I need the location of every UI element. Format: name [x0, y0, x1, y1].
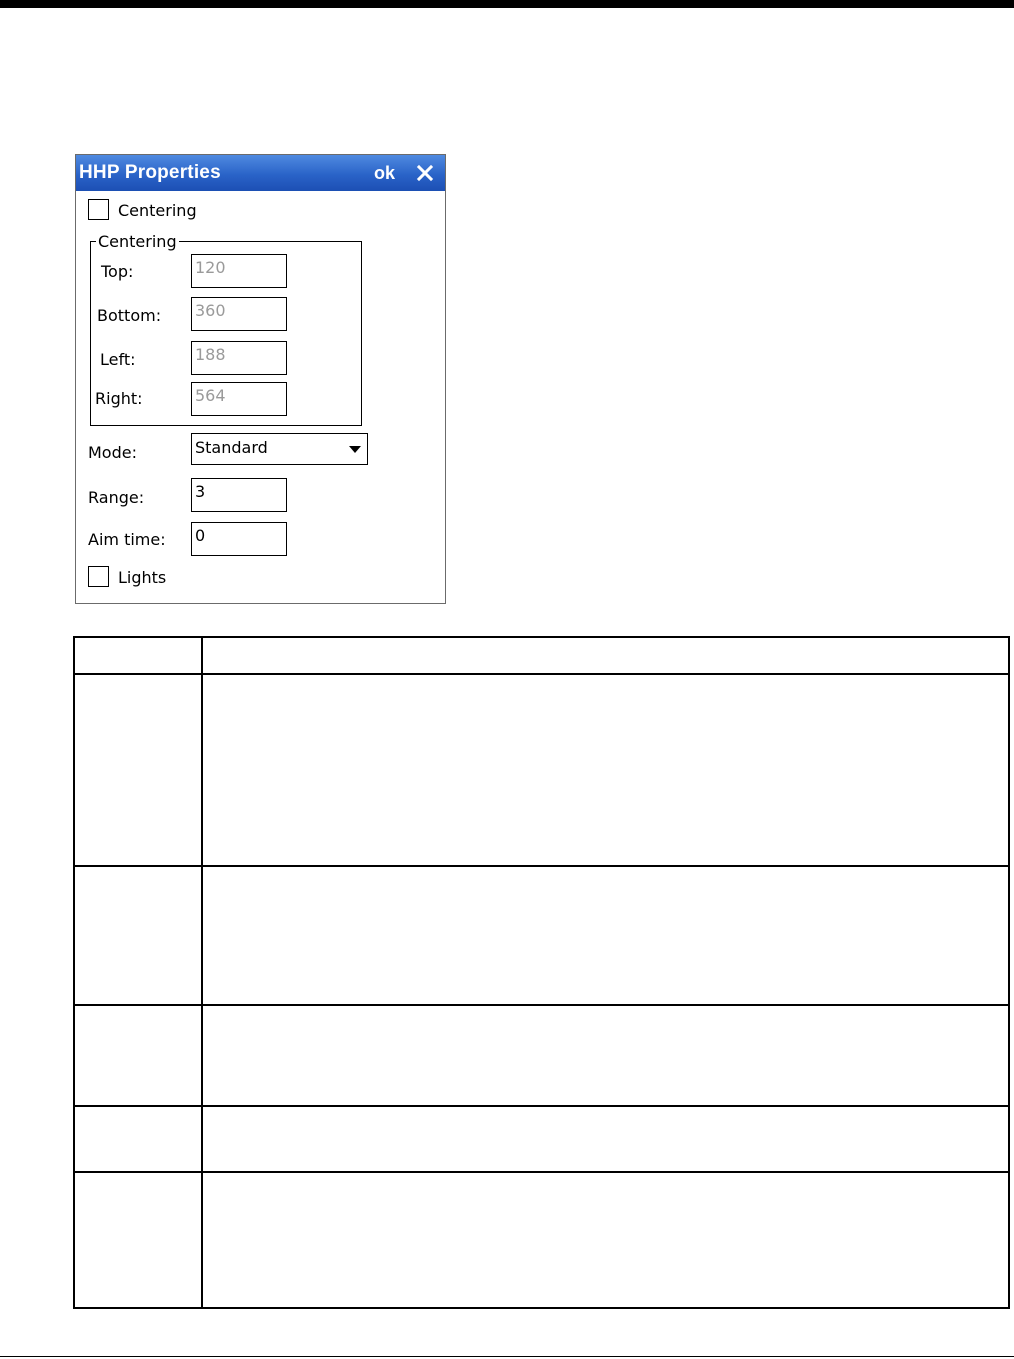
hhp-properties-dialog [75, 154, 446, 604]
range-label: Range: [88, 488, 145, 507]
dialog-titlebar [76, 155, 445, 191]
left-input[interactable]: 188 [191, 341, 287, 375]
table-column-divider [201, 638, 203, 1307]
centering-checkbox[interactable] [88, 199, 109, 220]
right-input[interactable]: 564 [191, 382, 287, 416]
lights-checkbox-label: Lights [118, 568, 167, 587]
left-label: Left: [100, 350, 136, 369]
bottom-label: Bottom: [97, 306, 162, 325]
page-top-rule [0, 0, 1014, 8]
dialog-title: HHP Properties [79, 162, 221, 183]
aim-time-label: Aim time: [88, 530, 166, 549]
bottom-input[interactable]: 360 [191, 297, 287, 331]
range-input[interactable]: 3 [191, 478, 287, 512]
description-table [73, 636, 1010, 1309]
mode-select[interactable] [191, 433, 368, 465]
centering-checkbox-label: Centering [118, 201, 197, 220]
close-icon[interactable] [416, 164, 434, 182]
table-row-divider [75, 865, 1008, 867]
right-label: Right: [95, 389, 143, 408]
aim-time-input[interactable]: 0 [191, 522, 287, 556]
top-input[interactable]: 120 [191, 254, 287, 288]
table-row-divider [75, 1171, 1008, 1173]
chevron-down-icon [349, 446, 361, 453]
top-label: Top: [101, 262, 134, 281]
ok-button[interactable]: ok [374, 163, 396, 183]
mode-label: Mode: [88, 443, 137, 462]
table-row-divider [75, 673, 1008, 675]
page-bottom-rule [0, 1356, 1014, 1357]
centering-group-label: Centering [98, 232, 177, 251]
lights-checkbox[interactable] [88, 566, 109, 587]
table-row-divider [75, 1105, 1008, 1107]
mode-select-value: Standard [195, 438, 268, 457]
table-row-divider [75, 1004, 1008, 1006]
